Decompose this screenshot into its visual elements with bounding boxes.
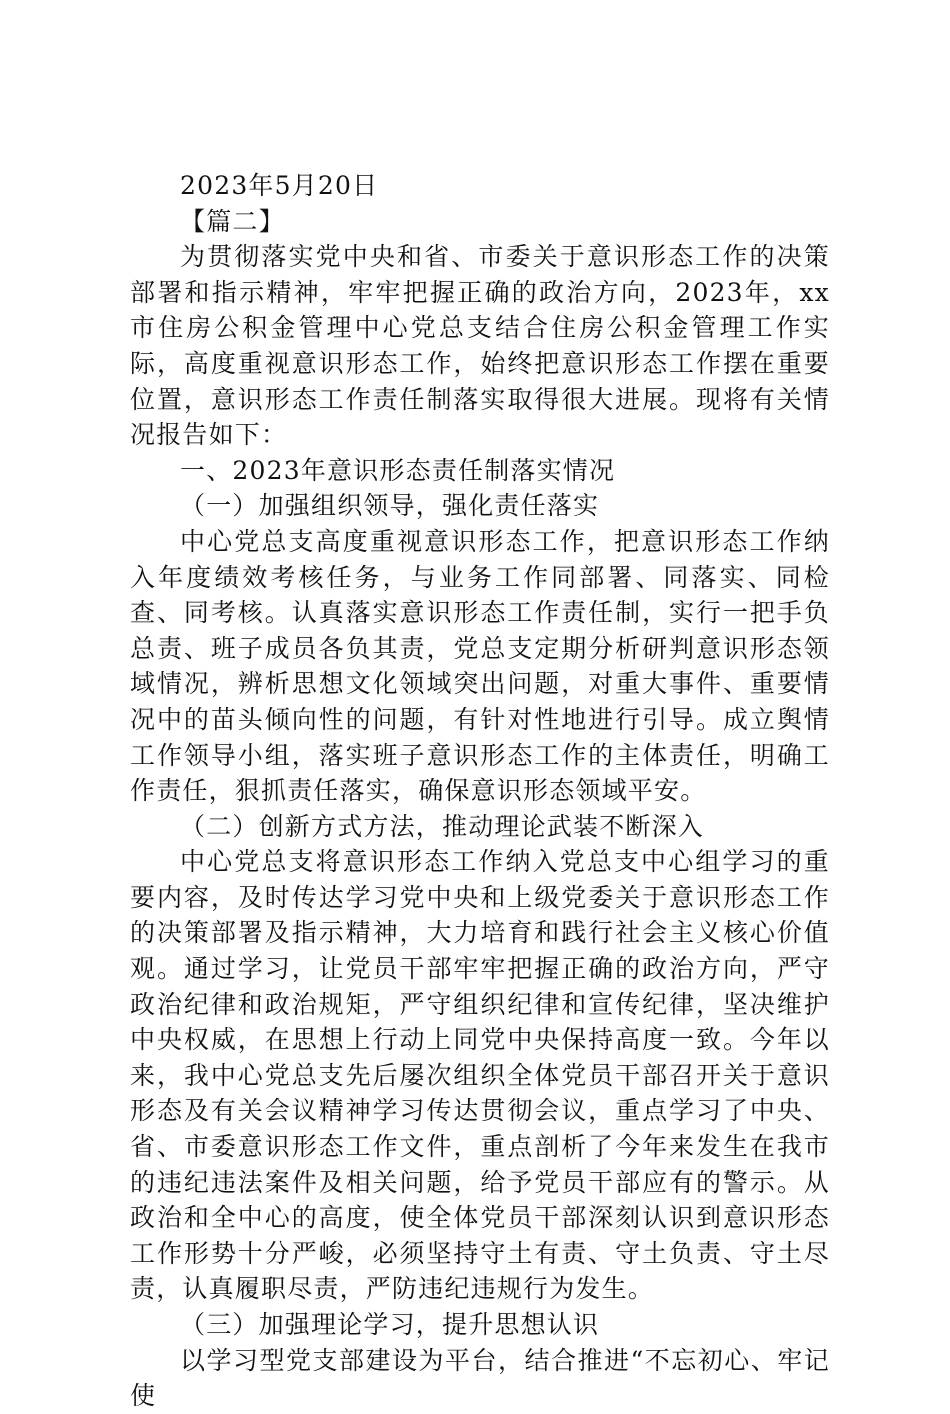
heading-1: 一、2023年意识形态责任制落实情况 xyxy=(180,455,616,485)
paragraph-1: 中心党总支高度重视意识形态工作，把意识形态工作纳入年度绩效考核任务，与业务工作同部署、同落实、同检查、同考核。认真落实意识形态工作责任制，实行一把手负总责、班子成员各负其责，党总支定期分析研判意识形态领域情况，辨析思想文化领域突出问题，对重大事件、重要情况中的苗头倾向性的问题，有针对性地进行引导。成立舆情工作领导小组，落实班子意识形态工作的主体责任，明确工作责任，狠抓责任落实，确保意识形态领域平安。 xyxy=(130,526,830,806)
paragraph-3: 以学习型党支部建设为平台，结合推进“不忘初心、牢记使 xyxy=(130,1345,830,1411)
intro-paragraph: 为贯彻落实党中央和省、市委关于意识形态工作的决策部署和指示精神，牢牢把握正确的政治方向，2023年，xx市住房公积金管理中心党总支结合住房公积金管理工作实际，高度重视意识形态工作，始终把意识形态工作摆在重要位置，意识形态工作责任制落实取得很大进展。现将有关情况报告如下： xyxy=(130,242,830,450)
subheading-2: （二）创新方式方法，推动理论武装不断深入 xyxy=(180,811,705,841)
date-line: 2023年5月20日 xyxy=(180,171,379,200)
subheading-1: （一）加强组织领导，强化责任落实 xyxy=(180,491,600,521)
paragraph-2: 中心党总支将意识形态工作纳入党总支中心组学习的重要内容，及时传达学习党中央和上级党委关于意识形态工作的决策部署及指示精神，大力培育和践行社会主义核心价值观。通过学习，让党员干部牢牢把握正确的政治方向，严守政治纪律和政治规矩，严守组织纪律和宣传纪律，坚决维护中央权威，在思想上行动上同党中央保持高度一致。今年以来，我中心党总支先后屡次组织全体党员干部召开关于意识形态及有关会议精神学习传达贯彻会议，重点学习了中央、省、市委意识形态工作文件，重点剖析了今年来发生在我市的违纪违法案件及相关问题，给予党员干部应有的警示。从政治和全中心的高度，使全体党员干部深刻认识到意识形态工作形势十分严峻，必须坚持守土有责、守土负责、守土尽责，认真履职尽责，严防违纪违规行为发生。 xyxy=(130,847,830,1304)
subheading-3: （三）加强理论学习，提升思想认识 xyxy=(180,1310,600,1339)
section-marker: 【篇二】 xyxy=(180,206,285,236)
document-body xyxy=(130,168,830,1414)
